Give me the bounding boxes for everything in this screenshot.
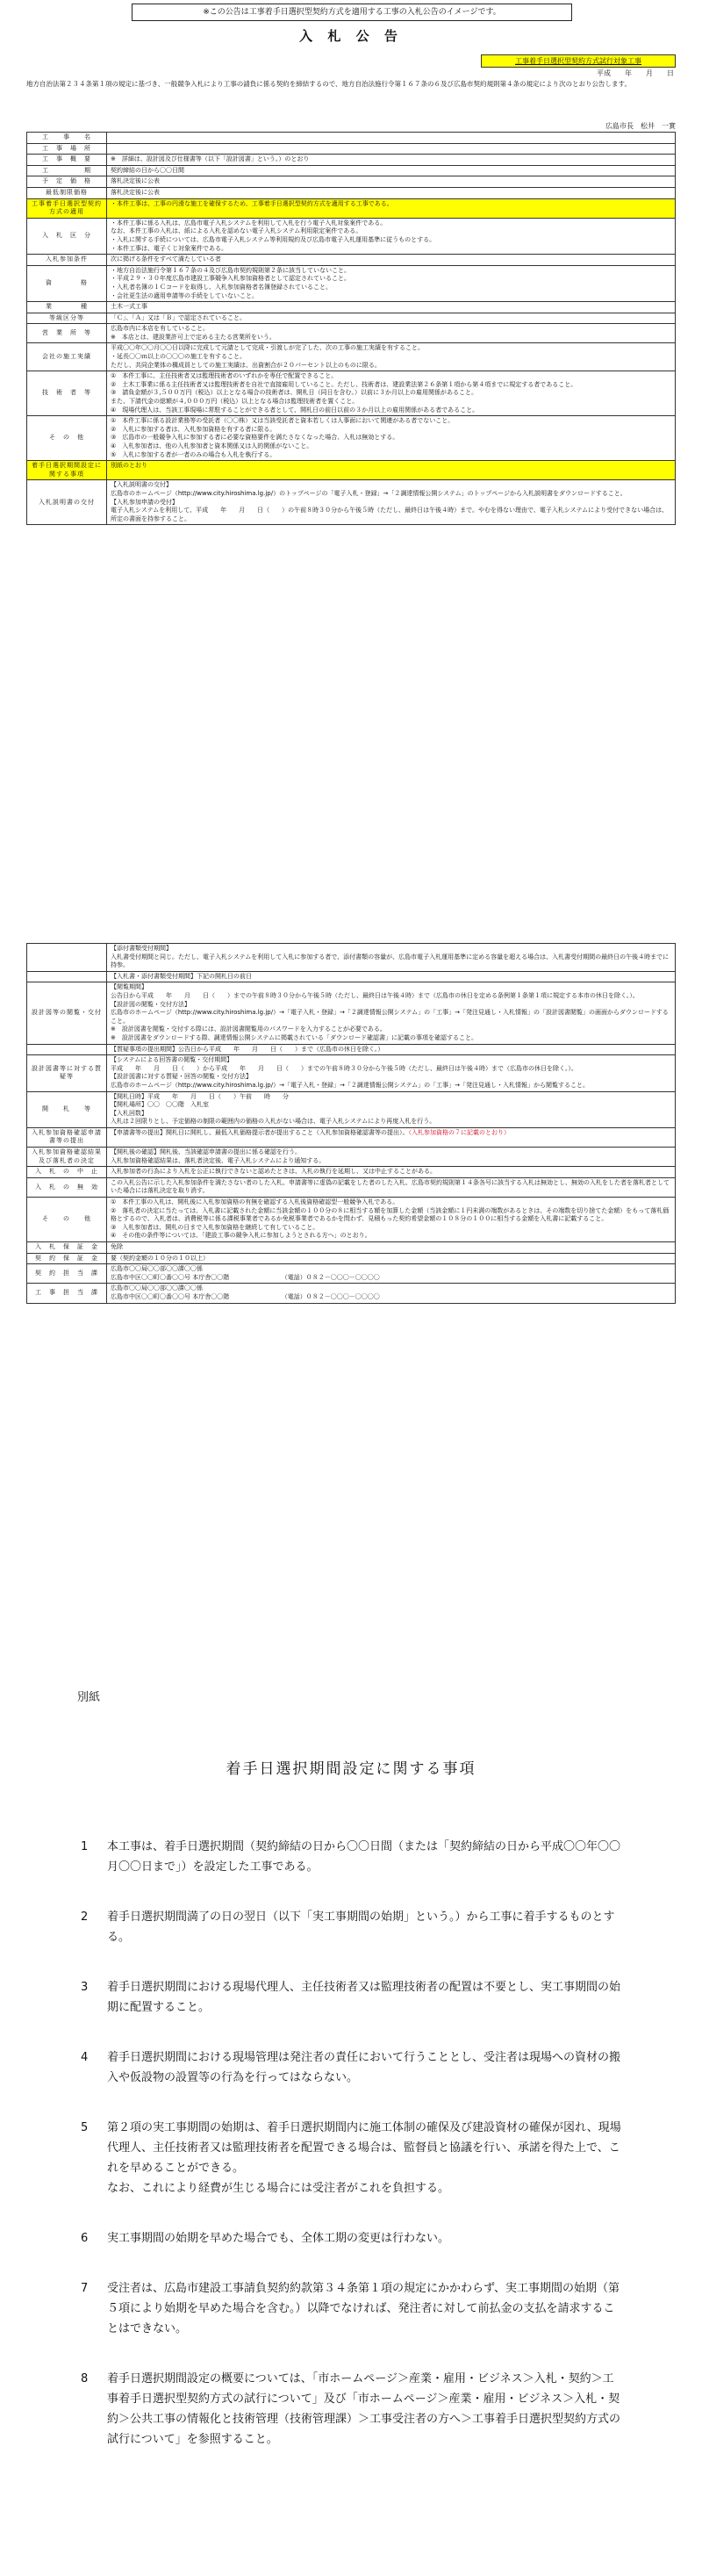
annex-item-number: 1 [81,1840,89,1853]
row-value [107,1148,676,1167]
row-text: 要（契約金額の１０分の１０以上） [111,1254,209,1262]
table-row [27,1242,676,1254]
row-value [107,343,676,371]
row-value [107,1198,676,1242]
annex-item-text: 受注者は、広島市建設工事請負契約約款第３４条第１項の規定にかかわらず、実工事期間の始期（第５項により始期を早めた場合を含む。）以降でなければ、発注者に対して前払金の支払を請求することはできない。 [107,2282,620,2335]
annex-item [81,1907,625,1947]
annex-item-text: 着手日選択期間における現場代理人、主任技術者又は監理技術者の配置は不要とし、実工事期間の始期に配置すること。 [107,1981,621,2014]
row-value [107,1177,676,1197]
table-row [27,1167,676,1178]
annex-item-text: 着手日選択期間設定の概要については、「市ホームページ＞産業・雇用・ビジネス＞入札・契約＞工事着手日選択型契約方式の試行について」及び「市ホームページ＞産業・雇用・ビジネス＞入札・契約＞公共工事の情報化と技術管理（技術管理課）＞工事受注者の方へ＞工事着手日選択型契約方式の試行について」を参照すること。 [107,2372,621,2446]
row-label: 契 約 保 証 金 [27,1253,107,1264]
annex-item-list [81,1837,625,2479]
row-value [107,461,676,480]
table-row [27,1091,676,1127]
row-label: 入札説明書の交付 [27,480,107,525]
annex-item [81,2047,625,2088]
row-text: 入札参加者の行為により入札を公正に執行できないと認めたときは、入札の執行を延期し、又は中止することがある。 [111,1168,436,1176]
row-value [107,1284,676,1303]
row-text: 【開札後の確認】開札後、当該確認申請書の提出に係る確認を行う。 入札参加資格確認結果は、落札者決定後、電子入札システムにより通知する。 [111,1148,326,1164]
row-text: 【添付書類受付期間】 入札書受付期間と同じ。ただし、電子入札システムを利用して入札に参加する者で、添付書類の容量が、広島市電子入札運用基準に定める容量を超える場合は、入札書受付期間の最終日の午後４時までに持参。 [111,945,670,969]
row-value [107,302,676,313]
row-text: ・地方自治法施行令第１６７条の４及び広島市契約規則第２条に該当していないこと。 ・平成２９・３０年度広島市建設工事競争入札参加資格者として認定されていること。 ・入札者名簿の１Ｃコードを取得し、入札参加資格者名簿登録されていること。 ・会社更生法の適用申請等の手続をしていないこと。 [111,266,350,299]
row-label: 工 事 担 当 課 [27,1284,107,1303]
table-row [27,1198,676,1242]
row-label: 業 種 [27,302,107,313]
row-label: 営 業 所 等 [27,324,107,343]
document-title: 入 札 公 告 [299,28,403,44]
row-label: 設計図等の閲覧・交付 [27,982,107,1044]
row-label: 入札参加資格確認結果及び落札者の決定 [27,1148,107,1167]
row-label: 技 術 者 等 [27,371,107,416]
row-value [107,1091,676,1127]
row-text: 免除 [111,1243,123,1250]
row-label: 入札参加条件 [27,255,107,266]
row-text: ・本件工事は、工事の円滑な施工を確保するため、工事着手日選択型契約方式を適用する工事である。 [111,199,393,207]
row-label [27,1044,107,1055]
annex-item-number: 2 [81,1910,89,1924]
row-text: 広島市〇〇局〇〇部〇〇課〇〇係 広島市中区〇〇町〇番〇〇号 本庁舎〇〇階 （電話）０８２－〇〇〇－〇〇〇〇 [111,1265,380,1281]
annex-item-number: 4 [81,2051,89,2064]
table-row [27,480,676,525]
row-value [107,480,676,525]
red-note: （入札参加資格の７に記載のとおり） [408,1128,510,1136]
row-text: 【入札書・添付書類受付期間】下記の開札日の前日 [111,972,252,980]
row-value [107,1167,676,1178]
annex-item-text: 着手日選択期間における現場管理は発注者の責任において行うこととし、受注者は現場への資材の搬入や仮設物の設置等の行為を行ってはならない。 [107,2051,621,2084]
row-text: ① 本件工事の入札は、開札後に入札参加資格の有無を確認する入札後資格確認型一般競争入札である。 ② 落札者の決定に当たっては、入札書に記載された金額に当該金額の１００分の８に相当する額を加算した金額（当該金額に１円未満の端数があるときは、その端数を切り捨てた金額）をもって落札価格とするので、入札者は、消費税等に係る課税事業者であるか免税事業者であるかを問わず、見積もった契約希望金額の１０８分の１００に相当する金額を入札書に記載すること。 ③ 入札参加者は、開札の日まで入札参加資格を継続して有していること。 ④ その他の条件等については、「建設工事の競争入札に参加しようとされる方へ」のとおり。 [111,1198,670,1240]
table-row [27,155,676,166]
row-label: 工 事 名 [27,133,107,144]
table-row [27,371,676,416]
row-value [107,265,676,301]
annex-item-text: 実工事期間の始期を早めた場合でも、全体工期の変更は行わない。 [107,2232,450,2245]
annex-item-number: 7 [81,2282,89,2295]
row-value [107,165,676,176]
row-value [107,416,676,461]
row-value [107,1253,676,1264]
row-label: 工事着手日選択型契約方式の適用 [27,198,107,218]
row-text: 落札決定後に公表 [111,177,160,185]
annex-item-text: 第２項の実工事期間の始期は、着手日選択期間内に施工体制の確保及び建設資材の確保が図れ、現場代理人、主任技術者又は監理技術者を配置できる場合は、監督員と協議を行い、承諾を得た上で、これを早めることができる。 なお、これにより経費が生じる場合には受注者がこれを負担する。 [107,2121,621,2195]
bid-procedure-table [26,943,676,1304]
row-label: 予 定 価 格 [27,176,107,188]
table-row [27,255,676,266]
row-label: 等級区分等 [27,313,107,324]
row-value [107,944,676,972]
row-label: 入札参加資格確認申請書等の提出 [27,1127,107,1147]
row-value [107,133,676,144]
annex-item [81,1837,625,1877]
row-label: 契 約 担 当 課 [27,1264,107,1284]
row-label: 工 事 概 要 [27,155,107,166]
table-row [27,1127,676,1147]
row-label: 最低制限価格 [27,187,107,198]
annex-item [81,2228,625,2249]
annex-item-number: 6 [81,2232,89,2245]
row-text: ・本件工事に係る入札は、広島市電子入札システムを利用して入札を行う電子入札対象案件である。 なお、本件工事の入札は、紙による入札を認めない電子入札システム利用限定案件である。 ・入札に関する手続については、広島市電子入札システム等利用規約及び広島市電子入札運用基準に従うものとする。 ・本件工事は、電子くじ対象案件である。 [111,219,436,252]
annex-item-number: 3 [81,1981,89,1994]
table-row [27,302,676,313]
row-value [107,155,676,166]
row-text: 平成〇〇年〇〇月〇〇日以降に完成して元請として完成・引渡しが完了した、次の工事の施工実績を有すること。 ・延長〇〇ｍ以上の〇〇〇の施工を有すること。 ただし、共同企業体の構成員としての施工実績は、出資割合が２０パーセント以上のものに限る。 [111,344,424,369]
annex-item [81,2369,625,2450]
annex-item-text: 本工事は、着手日選択期間（契約締結の日から〇〇日間（または「契約締結の日から平成〇〇年〇〇月〇〇日まで」）を設定した工事である。 [107,1840,621,1874]
row-text: 【申請書等の提出】開札日に開札し、最低入札価格提示者が提出すること（入札参加資格確認書等の提出）。 [111,1128,409,1136]
row-label [27,971,107,982]
row-text: 広島市〇〇局〇〇部〇〇課〇〇係 広島市中区〇〇町〇番〇〇号 本庁舎〇〇階 （電話）０８２－〇〇〇－〇〇〇〇 [111,1284,380,1300]
table-row [27,218,676,254]
row-value [107,1242,676,1254]
row-label: 入 札 保 証 金 [27,1242,107,1254]
row-label: 入 札 の 無 効 [27,1177,107,1197]
row-label: 会社の施工実績 [27,343,107,371]
row-label: そ の 他 [27,1198,107,1242]
row-label: 入 札 の 中 止 [27,1167,107,1178]
row-text: ① 本件工事に係る設計業務等の受託者（〇〇株）又は当該受託者と資本若しくは人事面において関連がある者でないこと。 ② 入札に参加する者は、入札参加資格を有する者に限る。 ③ 広島市の一般競争入札に参加する者に必要な資格要件を満たさなくなった場合、入札は無効とする。 ④ 入札参加者は、他の入札参加者と資本関係又は人的関係がないこと。 ⑤ 入札に参加する者が一者のみの場合も入札を執行する。 [111,417,455,458]
row-text: 次に掲げる条件をすべて満たしている者 [111,255,221,263]
table-row [27,143,676,155]
annex-title: 着手日選択期間設定に関する事項 [226,1760,476,1778]
image-notice: ※この公告は工事着手日選択型契約方式を適用する工事の入札公告のイメージです。 [132,4,572,21]
notice-date: 平成 年 月 日 [597,69,674,77]
row-text: 広島市内に本店を有していること。 ※ 本店とは、建設業許可上で定める主たる営業所をいう。 [111,325,276,341]
row-value [107,176,676,188]
table-row [27,324,676,343]
row-value [107,255,676,266]
table-row [27,1284,676,1303]
row-value [107,971,676,982]
row-value [107,313,676,324]
table-row [27,1055,676,1091]
row-label [27,944,107,972]
table-row [27,343,676,371]
row-text: 【開札日時】平成 年 月 日（ ）午前 時 分 【開札場所】〇〇 〇〇階 入札室 【入札回数】 入札は２回限りとし、予定価格の制限の範囲内の価格の入札がない場合は、電子入札システムにより再度入札を行う。 [111,1092,436,1126]
row-label: 資 格 [27,265,107,301]
row-text: 【入札説明書の交付】 広島市のホームページ（http://www.city.hiroshima.lg.jp/）のトップページの「電子入札・登録」→「２調達情報公開システム」のトップページから入札説明書をダウンロードすること。 【入札参加申請の受付】 電子入札システムを利用して、平成 年 月 日（ ）の午前８時３０分から午後５時（ただし、最終日は午後４時）まで。やむを得ない理由で、電子入札システムにより受付できない場合は、所定の書面を持参すること。 [111,481,669,522]
row-label: 設計図書等に対する質疑等 [27,1055,107,1091]
table-row [27,1264,676,1284]
annex-item [81,1977,625,2018]
table-row [27,313,676,324]
row-label: そ の 他 [27,416,107,461]
row-label: 開 札 等 [27,1091,107,1127]
table-row [27,416,676,461]
table-row [27,1044,676,1055]
table-row [27,1148,676,1167]
row-value [107,1127,676,1147]
row-label: 着手日選択期間設定に関する事項 [27,461,107,480]
row-value [107,198,676,218]
table-row [27,461,676,480]
row-value [107,218,676,254]
row-text: 【閲覧期間】 公告日から平成 年 月 日（ ）までの午前８時３０分から午後５時（ただし、最終日は午後４時）まで（広島市の休日を定める条例第１条第１項に規定する本市の休日を除く。）。 【設計図の閲覧・交付方法】 広島市のホームページ（http://www.city.hiroshima.lg.jp/）→「電子入札・登録」→「２調達情報公開システム」の「工事」→「発注見通し・入札情報」の「設計図書閲覧」の画面からダウンロードすること。 ※ 設計図書を閲覧・交付する際には、設計図書閲覧用のパスワードを入力することが必要である。 ※ 設計図書をダウンロードする際、調達情報公開システムに掲載されている「ダウンロード確認書」に記載の事項を確認すること。 [111,983,669,1041]
annex-item-number: 5 [81,2121,89,2134]
annex-label: 別紙 [77,1691,101,1704]
row-label: 工 事 場 所 [27,143,107,155]
table-row [27,198,676,218]
table-row [27,165,676,176]
annex-item [81,2278,625,2339]
row-value [107,982,676,1044]
row-text: 【質疑事項の提出期間】公告日から平成 年 月 日（ ）まで（広島市の休日を除く。） [111,1045,384,1053]
row-label: 入 札 区 分 [27,218,107,254]
row-value [107,1055,676,1091]
table-row [27,187,676,198]
table-row [27,1177,676,1197]
row-text: 【システムによる回答書の閲覧・交付期間】 平成 年 月 日（ ）から平成 年 月 日（ ）までの午前８時３０分から午後５時（ただし、最終日は午後４時）まで（広島市の休日を除く。）。 【設計図書に対する質疑・回答の閲覧・交付方法】 広島市のホームページ（http://www.city.hiroshima.lg.jp/）→「電子入札・登録」→「２調達情報公開システム」の「工事」→「発注見通し・入札情報」から閲覧すること。 [111,1056,589,1089]
row-text: 落札決定後に公表 [111,188,160,196]
row-text: ① 本件工事に、主任技術者又は監理技術者のいずれかを専任で配置できること。 ② 土木工事業に係る主任技術者又は監理技術者を自社で直接雇用していること。ただし、技術者は、建設業法第２６条第１項から第４項までに規定する者であること。 ③ 請負金額が３,５００万円（税込）以上となる場合の技術者は、開札日（同日を含む。）以前に３か月以上の雇用関係があること。 また、下請代金の総額が４,０００万円（税込）以上となる場合は監理技術者を置くこと。 ④ 現場代理人は、当該工事現場に常駐することができる者として、開札日の前日以前の３か月以上の雇用関係がある者であること。 [111,372,577,414]
table-row [27,971,676,982]
intro-paragraph: 地方自治法第２３４条第１項の規定に基づき、一般競争入札により工事の請負に係る契約を締結するので、地方自治法施行令第１６７条の６及び広島市契約規則第４条の規定により次のとおり公告します。 [26,80,631,88]
row-text: 契約締結の日から〇〇日間 [111,166,184,174]
table-row [27,176,676,188]
row-text: 別紙のとおり [111,462,147,470]
row-value [107,324,676,343]
row-value [107,1264,676,1284]
table-row [27,133,676,144]
contract-type-badge: 工事着手日選択型契約方式試行対象工事 [481,54,676,68]
notice-author: 広島市長 松井 一實 [605,122,676,130]
row-value [107,371,676,416]
row-value [107,187,676,198]
bid-conditions-table [26,132,676,525]
annex-item [81,2118,625,2198]
row-value [107,143,676,155]
annex-item-number: 8 [81,2372,89,2385]
table-row [27,265,676,301]
row-text: 土木一式工事 [111,303,147,311]
row-text: ※ 詳細は、設計図及び仕様書等（以下「設計図書」という。）のとおり [111,155,310,163]
table-row [27,944,676,972]
table-row [27,1253,676,1264]
row-value [107,1044,676,1055]
row-text: この入札公告に示した入札参加条件を満たさない者のした入札、申請書等に虚偽の記載をした者のした入札、広島市契約規則第１４条各号に該当する入札は無効とし、無効の入札をした者を落札者としていた場合には落札決定を取り消す。 [111,1178,670,1195]
row-label: 工 期 [27,165,107,176]
row-text: 「Ｃ」、「Ａ」又は「Ｂ」で認定されていること。 [111,313,246,321]
table-row [27,982,676,1044]
annex-item-text: 着手日選択期間満了の日の翌日（以下「実工事期間の始期」という。）から工事に着手するものとする。 [107,1910,615,1944]
